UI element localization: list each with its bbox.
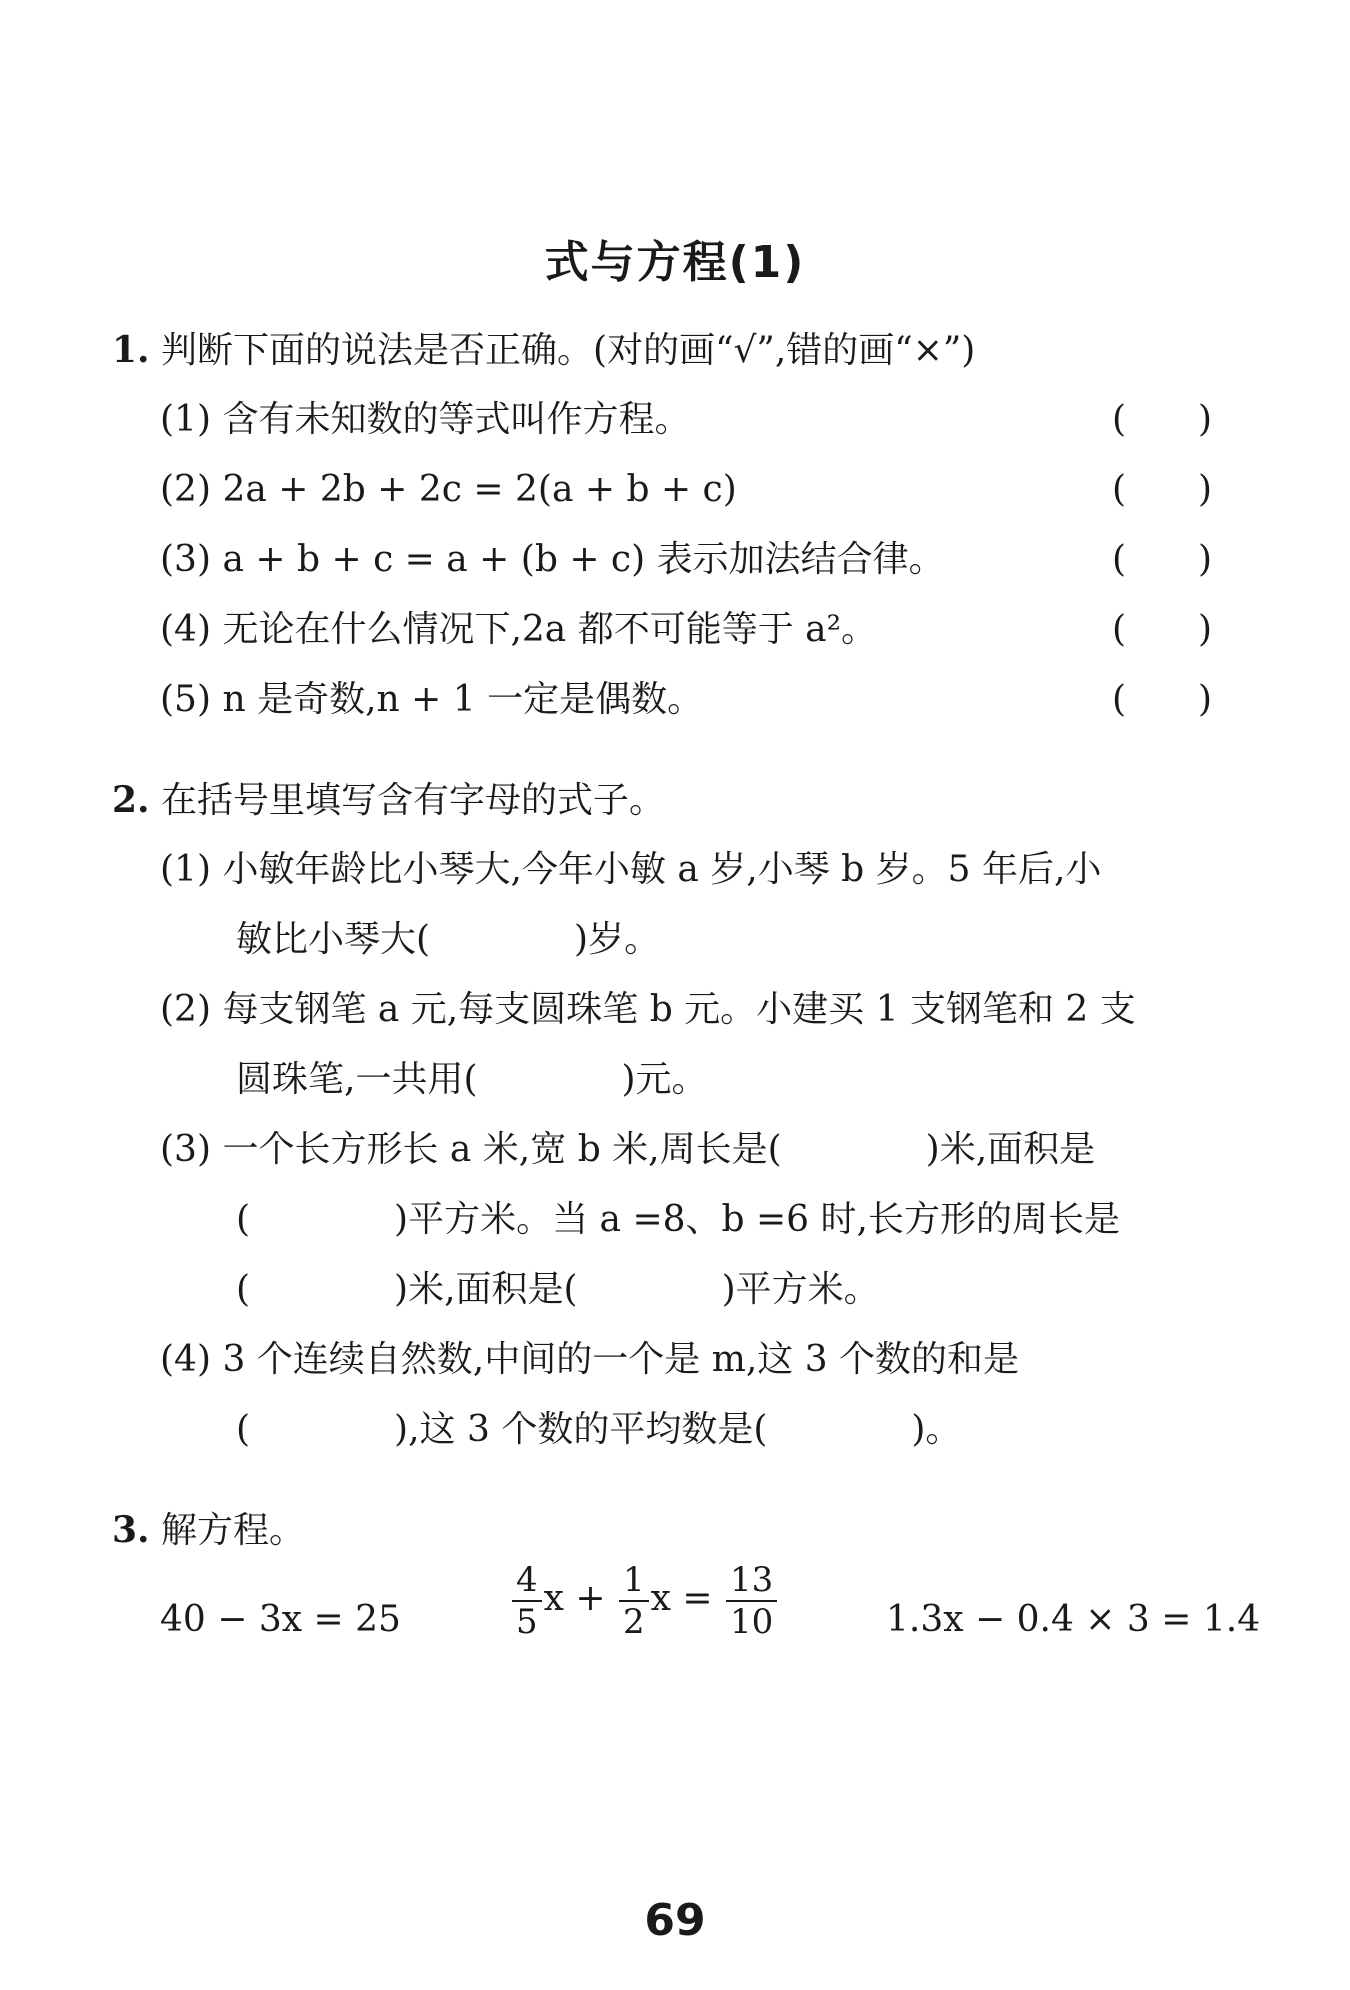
q2-item-label: (4) [160, 1339, 211, 1380]
q3-number: 3. [112, 1509, 150, 1551]
fraction-1-2 [619, 1560, 649, 1642]
q1-item-text: n 是奇数,n + 1 一定是偶数。 [222, 679, 704, 720]
q1-item-text: a + b + c = a + (b + c) 表示加法结合律。 [222, 539, 945, 580]
q2-prompt: 在括号里填写含有字母的式子。 [161, 780, 666, 821]
q2-item-3-line3[interactable]: ( )米,面积是( )平方米。 [236, 1269, 880, 1310]
q2-header [112, 776, 665, 825]
equation-2 [510, 1560, 779, 1642]
q1-header [112, 326, 975, 375]
q1-item-text: 无论在什么情况下,2a 都不可能等于 a²。 [222, 609, 878, 650]
page-number: 69 [644, 1895, 706, 1946]
fraction-numerator: 13 [726, 1560, 777, 1602]
q1-answer-blank-1[interactable]: ( ) [1112, 399, 1213, 440]
q1-item-label: (1) [160, 399, 211, 440]
q1-item-4 [160, 606, 877, 654]
q2-item-3-line2[interactable]: ( )平方米。当 a =8、b =6 时,长方形的周长是 [236, 1199, 1120, 1240]
q1-answer-blank-2[interactable]: ( ) [1112, 469, 1213, 510]
equation-1: 40 − 3x = 25 [160, 1599, 401, 1640]
fraction-denominator: 2 [623, 1602, 645, 1642]
q2-item-4-line1 [160, 1336, 1019, 1384]
q2-item-2-line2[interactable]: 圆珠笔,一共用( )元。 [236, 1059, 708, 1100]
q3-header [112, 1506, 305, 1555]
q2-item-text[interactable]: 一个长方形长 a 米,宽 b 米,周长是( )米,面积是 [222, 1129, 1096, 1170]
q1-prompt: 判断下面的说法是否正确。(对的画“√”,错的画“×”) [161, 330, 976, 371]
q1-answer-blank-5[interactable]: ( ) [1112, 679, 1213, 720]
equation-2-term: x = [650, 1578, 713, 1619]
q2-item-3-line1[interactable] [160, 1126, 1095, 1174]
q1-item-1 [160, 396, 690, 444]
q2-number: 2. [112, 779, 150, 821]
q2-item-text: 小敏年龄比小琴大,今年小敏 a 岁,小琴 b 岁。5 年后,小 [222, 849, 1102, 890]
q2-item-text: 每支钢笔 a 元,每支圆珠笔 b 元。小建买 1 支钢笔和 2 支 [222, 989, 1136, 1030]
q1-item-text: 2a + 2b + 2c = 2(a + b + c) [222, 469, 737, 510]
q2-item-4-line2[interactable]: ( ),这 3 个数的平均数是( )。 [236, 1409, 962, 1450]
fraction-4-5 [512, 1560, 542, 1642]
equation-2-term: x + [543, 1578, 606, 1619]
q1-item-text: 含有未知数的等式叫作方程。 [222, 399, 691, 440]
q2-item-label: (2) [160, 989, 211, 1030]
fraction-numerator: 1 [619, 1560, 649, 1602]
q1-item-2 [160, 466, 737, 514]
q1-answer-blank-4[interactable]: ( ) [1112, 609, 1213, 650]
fraction-denominator: 10 [730, 1602, 774, 1642]
q3-prompt: 解方程。 [161, 1510, 306, 1551]
q1-item-label: (3) [160, 539, 211, 580]
q1-answer-blank-3[interactable]: ( ) [1112, 539, 1213, 580]
fraction-denominator: 5 [516, 1602, 538, 1642]
q1-item-label: (2) [160, 469, 211, 510]
q1-number: 1. [112, 329, 150, 371]
q2-item-text: 3 个连续自然数,中间的一个是 m,这 3 个数的和是 [222, 1339, 1020, 1380]
q2-item-label: (3) [160, 1129, 211, 1170]
q2-item-2-line1 [160, 986, 1136, 1034]
q1-item-3 [160, 536, 945, 584]
q2-item-1-line1 [160, 846, 1101, 894]
fraction-numerator: 4 [512, 1560, 542, 1602]
fraction-13-10 [726, 1560, 777, 1642]
q2-item-1-line2[interactable]: 敏比小琴大( )岁。 [236, 919, 661, 960]
q1-item-5 [160, 676, 703, 724]
page-title: 式与方程(1) [544, 237, 806, 288]
equation-3: 1.3x − 0.4 × 3 = 1.4 [886, 1599, 1261, 1640]
q1-item-label: (4) [160, 609, 211, 650]
q1-item-label: (5) [160, 679, 211, 720]
q2-item-label: (1) [160, 849, 211, 890]
